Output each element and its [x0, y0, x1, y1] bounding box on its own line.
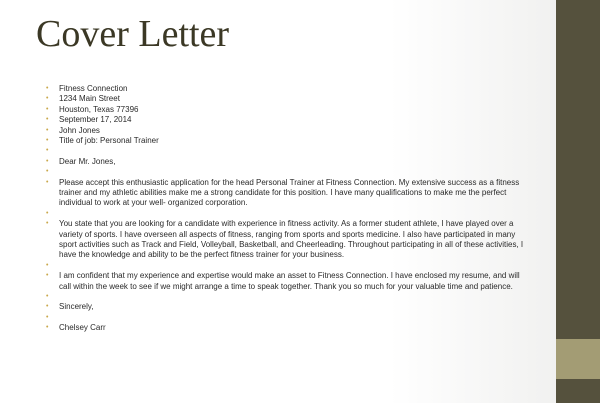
letter-line-text: 1234 Main Street: [59, 94, 120, 104]
bullet-icon: •: [46, 220, 49, 228]
bullet-icon: •: [46, 157, 49, 165]
letter-line: [46, 292, 532, 302]
letter-line: [46, 136, 532, 146]
letter-line-text: John Jones: [59, 125, 100, 135]
bullet-icon: •: [46, 105, 49, 113]
letter-line: [46, 84, 532, 94]
letter-line: [46, 209, 532, 219]
bullet-icon: •: [46, 313, 49, 321]
bullet-icon: •: [46, 168, 49, 176]
letter-line: [46, 157, 532, 167]
letter-line: [46, 94, 532, 104]
bullet-icon: •: [46, 209, 49, 217]
letter-line: [46, 323, 532, 333]
sidebar-bottom-band: [556, 379, 600, 403]
bullet-icon: •: [46, 95, 49, 103]
bullet-icon: •: [46, 178, 49, 186]
letter-line: [46, 261, 532, 271]
letter-paragraph: [46, 219, 532, 261]
letter-line: [46, 146, 532, 156]
bullet-icon: •: [46, 116, 49, 124]
letter-paragraph-text: Please accept this enthusiastic application for the head Personal Trainer at Fitness Connection. My extensive success as a fitness trainer and my athletic abilities make me a strong candidate for this position. I have many qualifications to make me the perfect individual to work at your well- organized corporation.: [59, 177, 520, 208]
letter-line: [46, 313, 532, 323]
letter-paragraph: [46, 271, 532, 292]
bullet-icon: •: [46, 324, 49, 332]
letter-line-text: Dear Mr. Jones,: [59, 156, 116, 166]
bullet-icon: •: [46, 272, 49, 280]
letter-paragraph-text: I am confident that my experience and expertise would make an asset to Fitness Connection. I have enclosed my resume, and will call within the week to see if we might arrange a time to speak together. Thank you so much for your valuable time and patience.: [59, 271, 520, 291]
letter-line: [46, 126, 532, 136]
bullet-icon: •: [46, 303, 49, 311]
letter-line: [46, 167, 532, 177]
letter-line: [46, 105, 532, 115]
slide-title: Cover Letter: [36, 13, 230, 55]
letter-line-text: Chelsey Carr: [59, 323, 106, 333]
letter-body: [46, 84, 532, 334]
letter-line-text: Houston, Texas 77396: [59, 104, 139, 114]
letter-line: [46, 115, 532, 125]
letter-paragraph-text: You state that you are looking for a candidate with experience in fitness activity. As a former student athlete, I have played over a variety of sports. I have overseen all aspects of fitness, ranging from sports and sports medicine. I also have participated in many sport activities such as Track and Field, Volleyball, Basketball, and Cheerleading. Throughout participating in all of these activities, I have the knowledge and ability to be the perfect fitness trainer for your business.: [59, 219, 524, 260]
letter-line-text: Fitness Connection: [59, 84, 128, 93]
bullet-icon: •: [46, 85, 49, 92]
letter-line-text: Sincerely,: [59, 302, 94, 312]
bullet-icon: •: [46, 126, 49, 134]
bullet-icon: •: [46, 137, 49, 145]
letter-line: [46, 302, 532, 312]
bullet-icon: •: [46, 293, 49, 301]
sidebar-dark-band: [556, 0, 600, 339]
bullet-icon: •: [46, 261, 49, 269]
bullet-icon: •: [46, 147, 49, 155]
letter-line-text: September 17, 2014: [59, 115, 132, 125]
sidebar-light-band: [556, 339, 600, 379]
letter-paragraph: [46, 178, 532, 209]
letter-line-text: Title of job: Personal Trainer: [59, 136, 159, 146]
